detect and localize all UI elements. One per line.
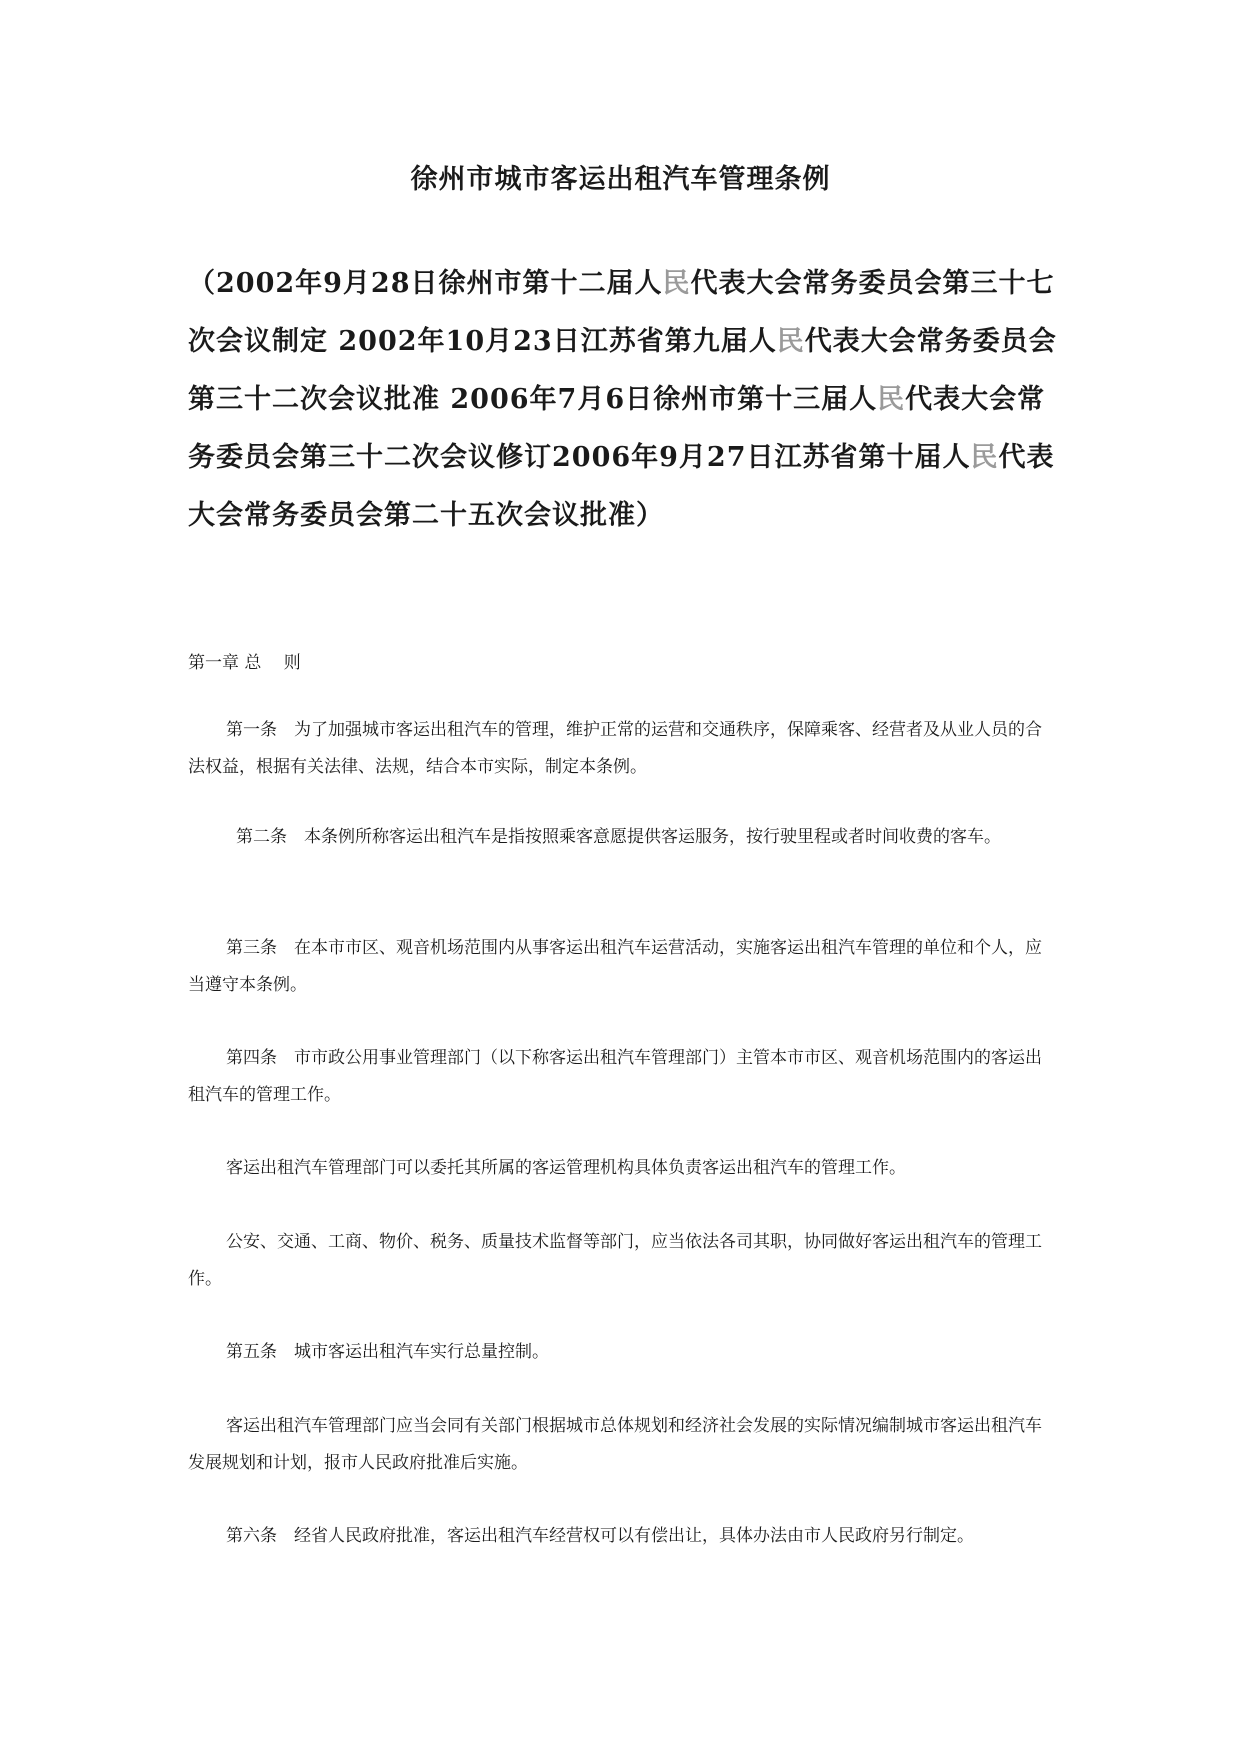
article-3: 第三条 在本市市区、观音机场范围内从事客运出租汽车运营活动，实施客运出租汽车管理的单位和个人，应当遵守本条例。 [188, 938, 1042, 995]
article-4-paragraph-3: 公安、交通、工商、物价、税务、质量技术监督等部门，应当依法各司其职，协同做好客运出租汽车的管理工作。 [188, 1232, 1042, 1289]
document-subtitle [188, 255, 1068, 545]
subtitle-text-4: 代表大会常务委员会第三十二次会议修订2006年9月27日江苏省第十届人 [188, 384, 1046, 473]
article-4: 第四条 市市政公用事业管理部门（以下称客运出租汽车管理部门）主管本市市区、观音机场范围内的客运出租汽车的管理工作。 [188, 1048, 1042, 1105]
subtitle-faded-char-4: 民 [970, 442, 999, 473]
subtitle-faded-char-2: 民 [776, 326, 805, 357]
article-4-paragraph-2: 客运出租汽车管理部门可以委托其所属的客运管理机构具体负责客运出租汽车的管理工作。 [226, 1158, 906, 1178]
chapter-heading: 第一章 总 则 [188, 653, 301, 673]
subtitle-text-1: （2002年9月28日徐州市第十二届人 [188, 268, 663, 299]
article-5: 第五条 城市客运出租汽车实行总量控制。 [226, 1342, 549, 1362]
article-2: 第二条 本条例所称客运出租汽车是指按照乘客意愿提供客运服务，按行驶里程或者时间收费的客车。 [236, 827, 1001, 847]
article-5-paragraph-2: 客运出租汽车管理部门应当会同有关部门根据城市总体规划和经济社会发展的实际情况编制城市客运出租汽车发展规划和计划，报市人民政府批准后实施。 [188, 1416, 1042, 1473]
subtitle-faded-char-1: 民 [662, 268, 691, 299]
article-6: 第六条 经省人民政府批准，客运出租汽车经营权可以有偿出让，具体办法由市人民政府另行制定。 [226, 1526, 974, 1546]
subtitle-faded-char-3: 民 [877, 384, 906, 415]
subtitle-text-3: 代表大会常务委员会第三十二次会议批准 2006年7月6日徐州市第十三届人 [188, 326, 1057, 415]
document-title: 徐州市城市客运出租汽车管理条例 [410, 164, 831, 195]
subtitle-text-5: 代表大会常务委员会第二十五次会议批准） [188, 442, 1055, 531]
subtitle-text-2: 代表大会常务委员会第三十七次会议制定 2002年10月23日江苏省第九届人 [188, 268, 1055, 357]
article-1: 第一条 为了加强城市客运出租汽车的管理，维护正常的运营和交通秩序，保障乘客、经营者及从业人员的合法权益，根据有关法律、法规，结合本市实际，制定本条例。 [188, 720, 1042, 777]
